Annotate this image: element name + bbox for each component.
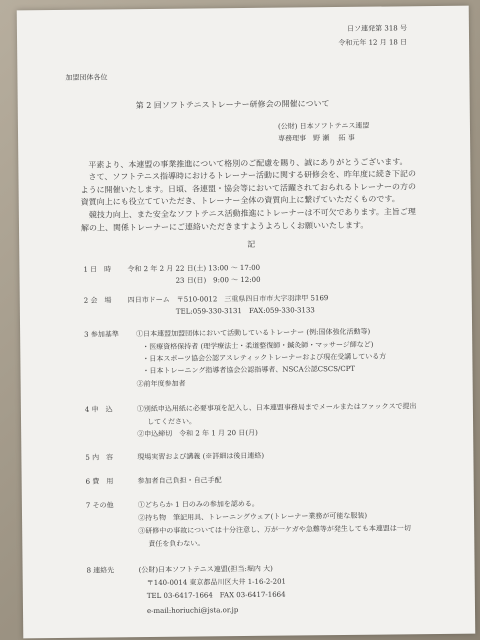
section-4-item: してください。	[147, 417, 197, 427]
contact-line: (公財)日本ソフトテニス連盟(担当:堀内 大)	[138, 564, 273, 575]
section-7-item: 責任を負わない。	[148, 539, 205, 549]
sender-org: (公財) 日本ソフトテニス連盟	[277, 121, 370, 131]
body-paragraph-3: 競技力向上、また安全なソフトテニス活動推進にトレーナーは不可欠であります。主旨ご理解の上、関係トレーナーにご連絡いただきますようよろしくお願いいたします。	[80, 207, 416, 233]
section-4-item: ②申込締切 令和 2 年 1 月 20 日(月)	[137, 428, 258, 439]
section-1-line-1: 令和 2 年 2 月 22 日(土) 13:00 ～ 17:00	[127, 263, 261, 274]
section-3-label: 3 参加基準	[84, 330, 119, 339]
section-6-label: 6 費 用	[85, 477, 114, 486]
section-7-item: ①どちらか 1 日のみの参加を認める。	[137, 499, 259, 510]
contact-line: TEL 03-6417-1664 FAX 03-6417-1664	[146, 590, 286, 601]
contact-email: e-mail:horiuchi@jsta.or.jp	[146, 606, 239, 616]
document-sheet	[17, 6, 476, 639]
contact-line: 〒140-0014 東京都品川区大井 1-16-2-201	[146, 577, 287, 588]
section-3-item: ②前年度参加者	[136, 379, 186, 389]
section-5-value: 現場実習および講義 (※詳細は後日連絡)	[137, 451, 265, 462]
ki-heading: 記	[247, 239, 256, 249]
section-4-item: ①別紙申込用紙に必要事項を記入し、日本連盟事務局までメールまたはファックスで提出	[136, 402, 417, 414]
section-6-value: 参加者自己負担・自己手配	[137, 476, 222, 486]
section-2-line-2: TEL:059-330-3131 FAX:059-330-3133	[175, 306, 315, 316]
section-2-label: 2 会 場	[83, 296, 112, 305]
section-4-label: 4 申 込	[84, 405, 113, 414]
recipient: 加盟団体各位	[65, 73, 108, 82]
section-8-label: 8 連絡先	[86, 566, 115, 575]
section-7-item: ②持ち物 筆記用具、トレーニングウェア(トレーナー業務が可能な服装)	[138, 511, 368, 523]
section-3-item: ・医療資格保持者 (理学療法士・柔道整復師・鍼灸師・マッサージ師など)	[142, 340, 374, 352]
body-paragraph-1: 平素より、本連盟の事業推進について格別のご配慮を賜り、誠にありがとうございます。	[88, 157, 408, 170]
section-7-item: ③研修中の事故については十分注意し、万が一ケガや急難等が発生しても本連盟は一切	[138, 524, 411, 536]
sender-name: 専務理事 野 瀬 拓 事	[278, 133, 355, 143]
section-2-line-1: 四日市ドーム 〒510-0012 三重県四日市市大字羽津甲 5169	[127, 294, 329, 305]
section-7-label: 7 その他	[85, 501, 114, 510]
body-paragraph-2: さて、ソフトテニス指導時におけるトレーナー活動に関する研修会を、昨年度に続き下記のように開催いたします。日頃、各連盟・協会等において活躍されておられるトレーナーの方の資質向上にも役立てていただき、トレーナー全体の資質向上に繋げていただくものです。	[80, 169, 417, 207]
doc-number: 日ソ連発第 318 号	[347, 24, 407, 33]
section-1-line-2: 23 日(日) 9:00 ～ 12:00	[175, 275, 261, 285]
section-3-item: ・日本スポーツ協会公認アスレティックトレーナーおよび現在受講している方	[142, 352, 387, 364]
section-1-label: 1 日 時	[83, 265, 112, 274]
page-title: 第 2 回ソフトテニストレーナー研修会の開催について	[135, 99, 330, 111]
section-5-label: 5 内 容	[85, 453, 114, 462]
section-3-item: ・日本トレーニング指導者協会公認指導者、NSCA公認CSCS/CPT	[142, 364, 356, 376]
doc-date: 令和元年 12 月 18 日	[338, 38, 408, 48]
section-3-item: ①日本連盟加盟団体において活動しているトレーナー (例:国体強化活動等)	[136, 327, 371, 339]
